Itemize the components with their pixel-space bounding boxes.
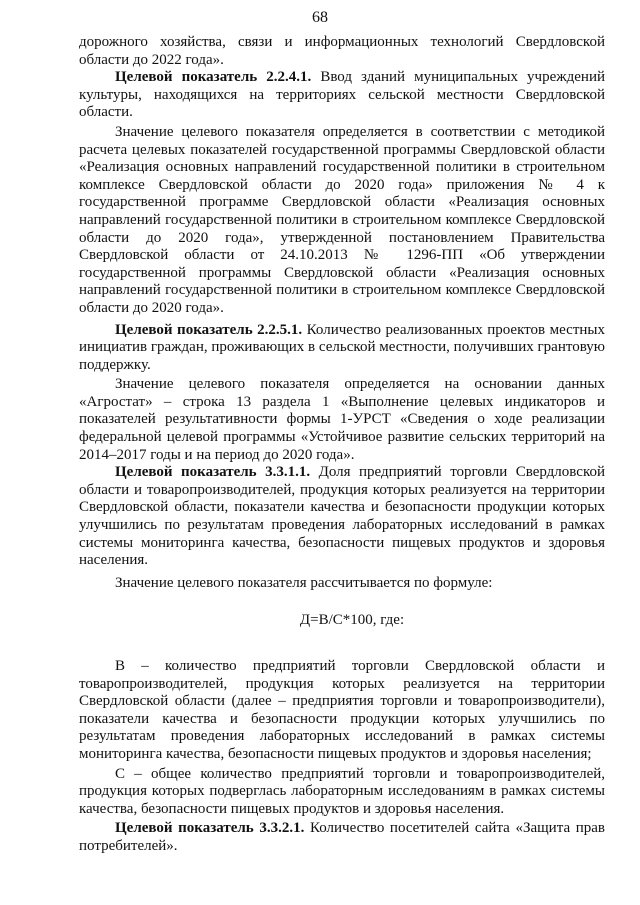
indicator-description: Количество посетителей сайта «Защита прав потребителей». <box>79 820 605 854</box>
indicator-description: Доля предприятий торговли Свердловской области и товаропроизводителей, продукция которых реализуется на территории Свердловской области, показатели качества и безопасности продукции которых улучшились по результатам проведения лабораторных исследований в рамках системы мониторинга качества, безопасности пищевых продуктов и здоровья населения. <box>79 464 605 569</box>
indicator-heading: Целевой показатель 3.3.1.1. <box>115 464 311 481</box>
indicator-heading: Целевой показатель 3.3.2.1. <box>115 820 305 837</box>
paragraph-variable-c: С – общее количество предприятий торговли и товаропроизводителей, продукция которых подверглась лабораторным исследованиям в рамках системы качества, безопасности пищевых продуктов и здоровья населения. <box>79 765 605 817</box>
paragraph-variable-b: В – количество предприятий торговли Свердловской области и товаропроизводителей, продукция которых реализуется на территории Свердловской области (далее – предприятия торговли и товаропроизводители), показатели качества и безопасности продукции которых улучшились по результатам проведения лабораторных исследований в рамках системы мониторинга качества, безопасности пищевых продуктов и здоровья населения; <box>79 658 605 762</box>
paragraph-indicator-3-3-1-1 <box>79 464 605 570</box>
indicator-description: Ввод зданий муниципальных учреждений культуры, находящихся на территориях сельской местности Свердловской области. <box>79 69 605 121</box>
paragraph-indicator-3-3-2-1 <box>79 820 605 855</box>
paragraph-continuation: дорожного хозяйства, связи и информационных технологий Свердловской области до 2022 года». <box>79 34 605 68</box>
indicator-heading: Целевой показатель 2.2.5.1. <box>115 321 303 338</box>
indicator-description: Количество реализованных проектов местных инициатив граждан, проживающих в сельской местности, получивших грантовую поддержку. <box>79 321 605 373</box>
page-number: 68 <box>312 9 328 26</box>
paragraph-formula-intro: Значение целевого показателя рассчитывается по формуле: <box>115 574 493 591</box>
paragraph-agrostat: Значение целевого показателя определяется на основании данных «Агростат» – строка 13 раздела 1 «Выполнение целевых индикаторов и показателей результативности формы 1-УРСТ «Сведения о ходе реализации федеральной целевой программы «Устойчивое развитие сельских территорий на 2014–2017 годы и на период до 2020 года». <box>79 376 605 463</box>
paragraph-indicator-2-2-5-1 <box>79 322 605 375</box>
document-body <box>79 34 605 856</box>
indicator-heading: Целевой показатель 2.2.4.1. <box>115 69 312 86</box>
paragraph-methodology: Значение целевого показателя определяется в соответствии с методикой расчета целевых показателей государственной программы Свердловской области «Реализация основных направлений государственной политики в строительном комплексе Свердловской области до 2020 года» приложения № 4 к государственной программе Свердловской области «Реализация основных направлений государственной политики в строительном комплексе Свердловской области до 2020 года», утвержденной постановлением Правительства Свердловской области от 24.10.2013 № 1296-ПП «Об утверждении государственной программы Свердловской области «Реализация основных направлений государственной политики в строительном комплексе Свердловской области до 2020 года». <box>79 123 605 316</box>
formula: Д=В/С*100, где: <box>299 612 405 629</box>
paragraph-indicator-2-2-4-1 <box>79 69 605 122</box>
